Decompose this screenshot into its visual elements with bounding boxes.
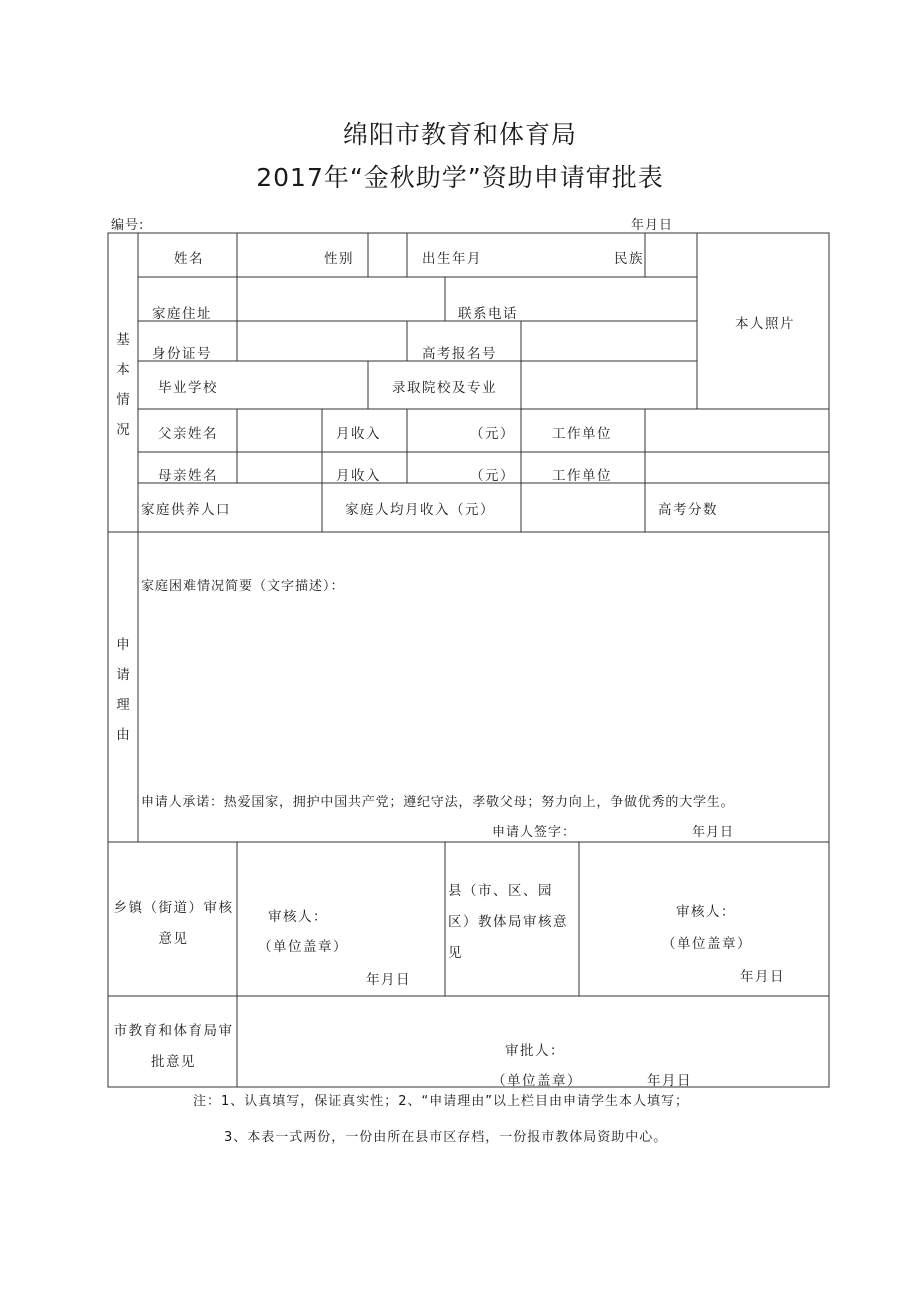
phone-label: 联系电话 bbox=[458, 306, 518, 322]
city-date-label: 年月日 bbox=[647, 1073, 692, 1089]
exam-score-label: 高考分数 bbox=[658, 502, 718, 518]
town-reviewer-label: 审核人： bbox=[268, 909, 328, 925]
gender-label: 性别 bbox=[324, 251, 354, 267]
city-approver-label: 审批人： bbox=[505, 1043, 565, 1059]
header-date-label: 年月日 bbox=[631, 218, 674, 233]
county-seal-label: （单位盖章） bbox=[662, 936, 752, 952]
applicant-signature-label: 申请人签字： bbox=[492, 825, 577, 840]
section-reason-label: 申请理由 bbox=[116, 637, 130, 743]
difficulty-description-label: 家庭困难情况简要（文字描述）： bbox=[141, 579, 345, 594]
school-label: 毕业学校 bbox=[158, 380, 218, 396]
father-income-label: 月收入 bbox=[336, 426, 381, 442]
admission-label: 录取院校及专业 bbox=[392, 380, 497, 396]
household-label: 家庭供养人口 bbox=[141, 502, 231, 518]
father-name-label: 父亲姓名 bbox=[158, 426, 218, 442]
mother-name-label: 母亲姓名 bbox=[158, 468, 218, 484]
note-line-1: 注：1、认真填写，保证真实性；2、“申请理由”以上栏目由申请学生本人填写； bbox=[193, 1094, 690, 1109]
per-capita-income-label: 家庭人均月收入（元） bbox=[345, 502, 495, 518]
form-title: 绵阳市教育和体育局 bbox=[342, 120, 577, 149]
number-label: 编号: bbox=[111, 218, 145, 233]
name-label: 姓名 bbox=[174, 251, 204, 267]
father-work-unit-label: 工作单位 bbox=[552, 426, 612, 442]
mother-income-label: 月收入 bbox=[336, 468, 381, 484]
county-date-label: 年月日 bbox=[740, 969, 785, 985]
ethnicity-label: 民族 bbox=[614, 251, 644, 267]
applicant-pledge: 申请人承诺：热爱国家，拥护中国共产党；遵纪守法，孝敬父母；努力向上，争做优秀的大学生。 bbox=[141, 795, 735, 810]
birth-label: 出生年月 bbox=[422, 251, 482, 267]
city-seal-label: （单位盖章） bbox=[492, 1073, 582, 1089]
mother-work-unit-label: 工作单位 bbox=[552, 468, 612, 484]
note-line-2: 3、本表一式两份，一份由所在县市区存档，一份报市教体局资助中心。 bbox=[224, 1130, 668, 1145]
exam-number-label: 高考报名号 bbox=[422, 346, 497, 362]
photo-label: 本人照片 bbox=[735, 316, 795, 332]
town-date-label: 年月日 bbox=[366, 972, 411, 988]
county-reviewer-label: 审核人： bbox=[676, 904, 736, 920]
address-label: 家庭住址 bbox=[152, 306, 212, 322]
town-seal-label: （单位盖章） bbox=[258, 939, 348, 955]
county-review-label: 县（市、区、园区）教体局审核意见 bbox=[448, 883, 568, 961]
applicant-date-label: 年月日 bbox=[692, 825, 735, 840]
father-yuan-label: （元） bbox=[470, 426, 515, 442]
section-basic-label: 基本情况 bbox=[116, 332, 130, 438]
form-subtitle: 2017年“金秋助学”资助申请审批表 bbox=[256, 163, 664, 192]
town-review-label: 乡镇（街道）审核意见 bbox=[113, 900, 234, 947]
id-number-label: 身份证号 bbox=[152, 346, 212, 362]
mother-yuan-label: （元） bbox=[470, 468, 515, 484]
city-review-label: 市教育和体育局审批意见 bbox=[113, 1023, 234, 1070]
